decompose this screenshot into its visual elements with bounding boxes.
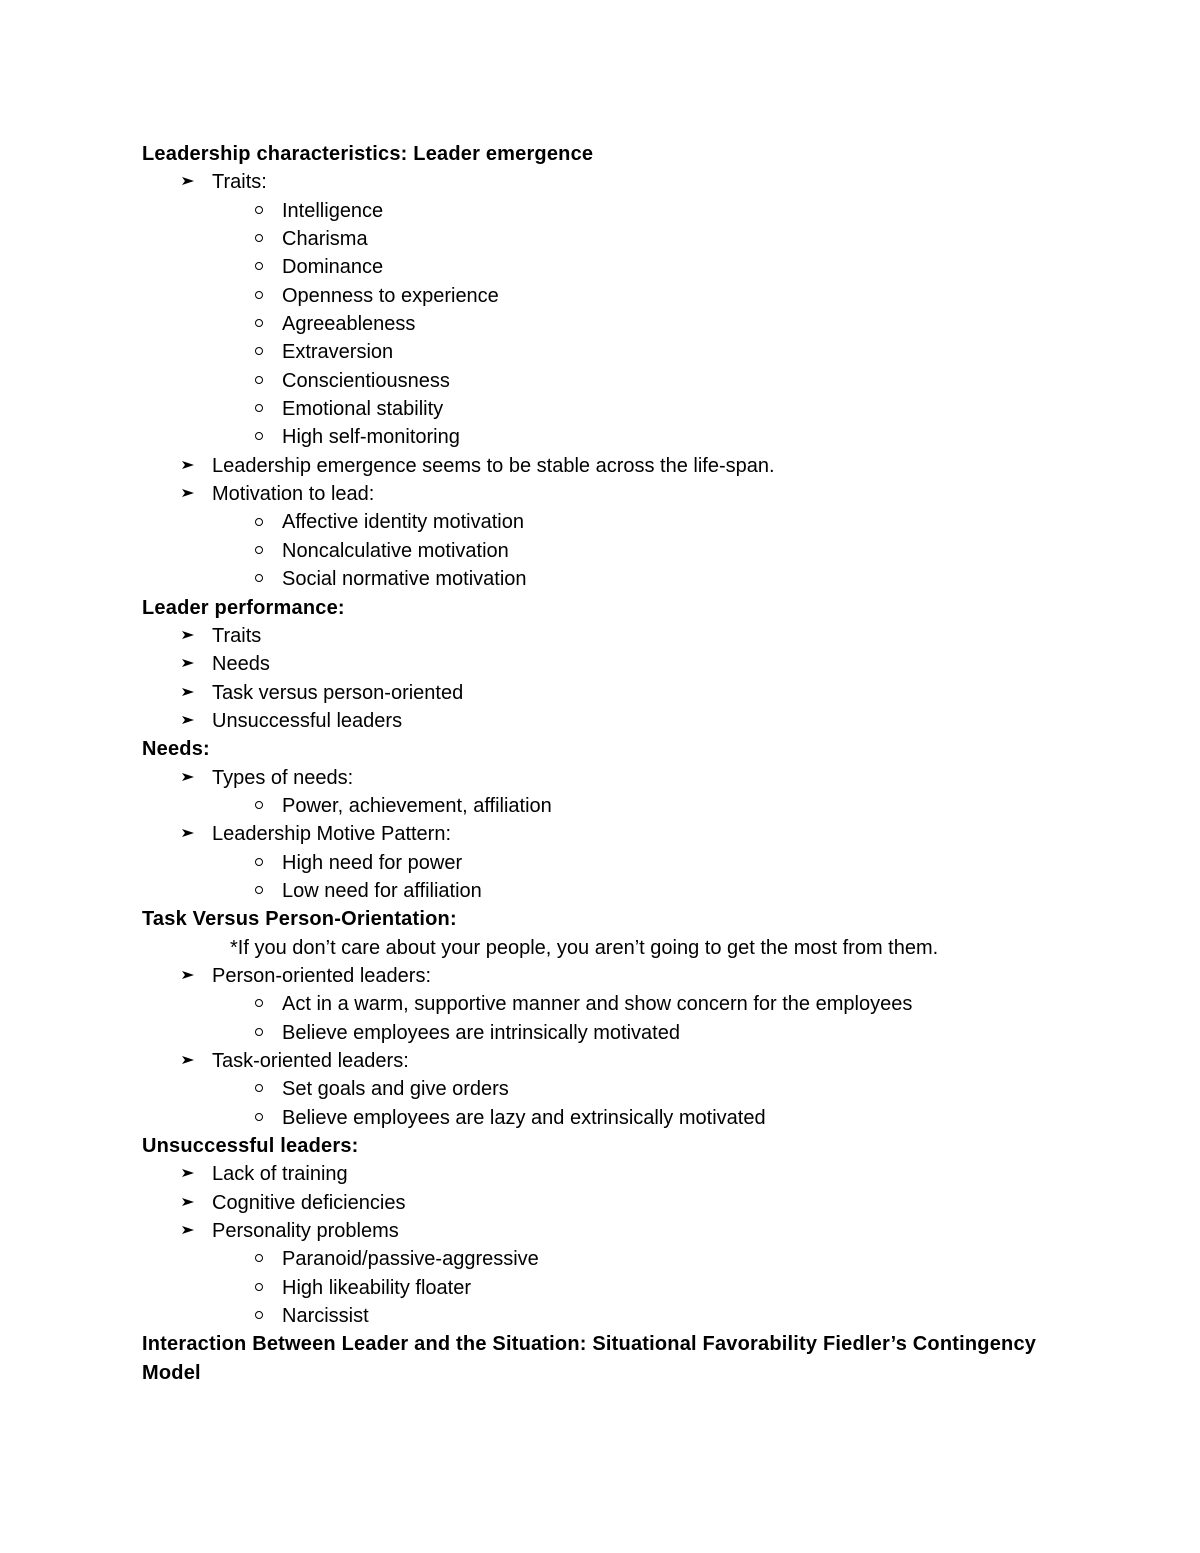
sub-list-item — [142, 1245, 1142, 1273]
bullet — [178, 820, 198, 848]
list-item — [142, 764, 1142, 792]
arrow-bullet-icon — [181, 715, 195, 725]
arrow-bullet-icon — [181, 687, 195, 697]
list-item — [142, 962, 1142, 990]
list-item — [142, 452, 1142, 480]
section-heading: Leader performance: — [142, 596, 345, 619]
note-text: *If you don’t care about your people, you aren’t going to get the most from them. — [230, 936, 939, 959]
hollow-circle-bullet-icon — [255, 999, 263, 1007]
list-item-text: Motivation to lead: — [212, 483, 375, 506]
arrow-bullet-icon — [181, 772, 195, 782]
bullet — [249, 1104, 269, 1132]
list-item-text: Person-oriented leaders: — [212, 964, 432, 987]
hollow-circle-bullet-icon — [255, 1084, 263, 1092]
arrow-bullet-icon — [181, 970, 195, 980]
bullet — [249, 537, 269, 565]
sub-list-item-text: High likeability floater — [282, 1276, 471, 1299]
section — [142, 140, 1142, 594]
hollow-circle-bullet-icon — [255, 801, 263, 809]
bullet — [178, 452, 198, 480]
hollow-circle-bullet-icon — [255, 546, 263, 554]
bullet — [178, 622, 198, 650]
section-heading: Unsuccessful leaders: — [142, 1135, 359, 1158]
list-item-text: Cognitive deficiencies — [212, 1191, 406, 1214]
bullet — [178, 1189, 198, 1217]
sub-list-item — [142, 225, 1142, 253]
arrow-bullet-icon — [181, 1225, 195, 1235]
sub-list-item-text: Act in a warm, supportive manner and show concern for the employees — [282, 993, 913, 1016]
bullet — [249, 792, 269, 820]
arrow-bullet-icon — [181, 658, 195, 668]
hollow-circle-bullet-icon — [255, 1113, 263, 1121]
list-item-text: Leadership Motive Pattern: — [212, 823, 452, 846]
hollow-circle-bullet-icon — [255, 376, 263, 384]
sub-list-item-text: High self-monitoring — [282, 426, 460, 449]
list-item-text: Traits — [212, 624, 262, 647]
list-item — [142, 679, 1142, 707]
section — [142, 905, 1142, 1132]
hollow-circle-bullet-icon — [255, 1028, 263, 1036]
sub-list-item-text: Emotional stability — [282, 398, 444, 421]
document-body — [142, 140, 1142, 1387]
list-item-text: Lack of training — [212, 1163, 348, 1186]
arrow-bullet-icon — [181, 460, 195, 470]
bullet — [178, 168, 198, 196]
sub-list-item — [142, 423, 1142, 451]
bullet — [178, 1160, 198, 1188]
sub-list-item-text: Agreeableness — [282, 313, 416, 336]
bullet — [178, 1217, 198, 1245]
bullet — [249, 1075, 269, 1103]
arrow-bullet-icon — [181, 828, 195, 838]
sub-list-item — [142, 338, 1142, 366]
bullet — [178, 650, 198, 678]
arrow-bullet-icon — [181, 1055, 195, 1065]
section — [142, 594, 1142, 736]
sub-list-item — [142, 367, 1142, 395]
hollow-circle-bullet-icon — [255, 291, 263, 299]
bullet — [178, 707, 198, 735]
section-note — [142, 934, 1142, 962]
list-item-text: Task versus person-oriented — [212, 681, 464, 704]
sub-list-item — [142, 990, 1142, 1018]
list-item-text: Personality problems — [212, 1220, 399, 1243]
sub-list-item-text: Social normative motivation — [282, 568, 527, 591]
section — [142, 1132, 1142, 1330]
sub-list-item-text: Narcissist — [282, 1305, 369, 1328]
sub-list-item — [142, 1104, 1142, 1132]
hollow-circle-bullet-icon — [255, 404, 263, 412]
sub-list-item — [142, 565, 1142, 593]
arrow-bullet-icon — [181, 1197, 195, 1207]
sub-list-item-text: Believe employees are intrinsically motivated — [282, 1021, 680, 1044]
bullet — [249, 367, 269, 395]
list-item — [142, 707, 1142, 735]
hollow-circle-bullet-icon — [255, 518, 263, 526]
sub-list-item-text: Charisma — [282, 228, 368, 251]
list-item — [142, 1189, 1142, 1217]
list-item — [142, 1160, 1142, 1188]
bullet — [178, 480, 198, 508]
hollow-circle-bullet-icon — [255, 1311, 263, 1319]
list-item — [142, 622, 1142, 650]
hollow-circle-bullet-icon — [255, 347, 263, 355]
sub-list-item-text: Believe employees are lazy and extrinsically motivated — [282, 1106, 766, 1129]
bullet — [249, 565, 269, 593]
arrow-bullet-icon — [181, 176, 195, 186]
list-item-text: Types of needs: — [212, 766, 354, 789]
hollow-circle-bullet-icon — [255, 1254, 263, 1262]
section-heading: Needs: — [142, 738, 210, 761]
sub-list-item — [142, 508, 1142, 536]
section — [142, 735, 1142, 905]
list-item — [142, 480, 1142, 508]
bullet — [178, 962, 198, 990]
bullet — [249, 395, 269, 423]
bullet — [249, 253, 269, 281]
list-item — [142, 1217, 1142, 1245]
list-item — [142, 820, 1142, 848]
hollow-circle-bullet-icon — [255, 319, 263, 327]
list-item-text: Unsuccessful leaders — [212, 709, 403, 732]
hollow-circle-bullet-icon — [255, 262, 263, 270]
sub-list-item — [142, 1075, 1142, 1103]
hollow-circle-bullet-icon — [255, 574, 263, 582]
list-item-text: Needs — [212, 653, 270, 676]
sub-list-item — [142, 1302, 1142, 1330]
bullet — [249, 990, 269, 1018]
list-item-text: Task-oriented leaders: — [212, 1050, 409, 1072]
hollow-circle-bullet-icon — [255, 234, 263, 242]
arrow-bullet-icon — [181, 630, 195, 640]
bullet — [178, 764, 198, 792]
sub-list-item-text: Affective identity motivation — [282, 511, 524, 534]
sub-list-item — [142, 1019, 1142, 1047]
sub-list-item — [142, 849, 1142, 877]
sub-list-item-text: Noncalculative motivation — [282, 539, 509, 562]
sub-list-item — [142, 197, 1142, 225]
bullet — [249, 225, 269, 253]
bullet — [249, 282, 269, 310]
section-heading: Interaction Between Leader and the Situation: Situational Favorability Fiedler’s Contingency Model — [142, 1333, 1037, 1384]
bullet — [249, 1302, 269, 1330]
sub-list-item — [142, 877, 1142, 905]
bullet — [249, 1019, 269, 1047]
sub-list-item-text: Intelligence — [282, 199, 384, 222]
hollow-circle-bullet-icon — [255, 858, 263, 866]
hollow-circle-bullet-icon — [255, 206, 263, 214]
sub-list-item-text: Extraversion — [282, 341, 394, 364]
bullet — [249, 849, 269, 877]
arrow-bullet-icon — [181, 1168, 195, 1178]
sub-list-item-text: Paranoid/passive-aggressive — [282, 1248, 539, 1271]
hollow-circle-bullet-icon — [255, 1283, 263, 1291]
hollow-circle-bullet-icon — [255, 886, 263, 894]
sub-list-item-text: Low need for affiliation — [282, 879, 482, 902]
list-item-text: Traits: — [212, 171, 267, 194]
list-item — [142, 1047, 1142, 1075]
bullet — [249, 1245, 269, 1273]
sub-list-item-text: High need for power — [282, 851, 463, 874]
sub-list-item — [142, 253, 1142, 281]
bullet — [249, 197, 269, 225]
sub-list-item — [142, 537, 1142, 565]
hollow-circle-bullet-icon — [255, 432, 263, 440]
sub-list-item-text: Dominance — [282, 256, 384, 279]
bullet — [249, 877, 269, 905]
bullet — [178, 1047, 198, 1075]
sub-list-item — [142, 310, 1142, 338]
sub-list-item-text: Set goals and give orders — [282, 1078, 509, 1101]
bullet — [249, 338, 269, 366]
bullet — [249, 423, 269, 451]
sub-list-item — [142, 282, 1142, 310]
bullet — [249, 310, 269, 338]
section-heading: Task Versus Person-Orientation: — [142, 908, 457, 931]
bullet — [249, 508, 269, 536]
list-item-text: Leadership emergence seems to be stable across the life-span. — [212, 454, 775, 477]
bullet — [178, 679, 198, 707]
sub-list-item-text: Openness to experience — [282, 284, 499, 307]
sub-list-item-text: Conscientiousness — [282, 369, 450, 392]
sub-list-item — [142, 395, 1142, 423]
sub-list-item — [142, 1274, 1142, 1302]
bullet — [249, 1274, 269, 1302]
sub-list-item — [142, 792, 1142, 820]
list-item — [142, 168, 1142, 196]
section-heading: Leadership characteristics: Leader emergence — [142, 143, 594, 165]
sub-list-item-text: Power, achievement, affiliation — [282, 794, 552, 817]
section — [142, 1330, 1142, 1387]
arrow-bullet-icon — [181, 488, 195, 498]
list-item — [142, 650, 1142, 678]
